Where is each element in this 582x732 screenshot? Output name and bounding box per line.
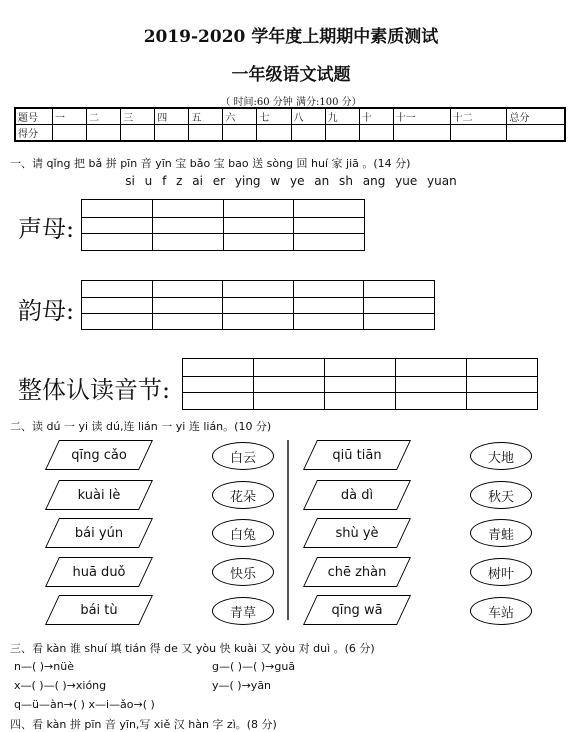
- left-pinyin-card[interactable]: kuài lè: [44, 480, 154, 510]
- score-input[interactable]: [189, 125, 223, 142]
- right-pinyin-card[interactable]: dà dì: [302, 480, 412, 510]
- score-input[interactable]: [53, 125, 87, 142]
- score-input[interactable]: [155, 125, 189, 142]
- left-word-oval[interactable]: 白兔: [212, 519, 274, 547]
- left-word-oval[interactable]: 青草: [212, 597, 274, 625]
- q2-prompt: 二、读 dú 一 yi 读 dú,连 lián 一 yi 连 lián。(10 分): [10, 420, 272, 433]
- right-pinyin-card[interactable]: chē zhàn: [302, 557, 412, 587]
- label-shengmu: 声母:: [18, 215, 75, 243]
- q3-fill-line[interactable]: g—( )—( )→guā: [212, 660, 296, 673]
- label-zhengti: 整体认读音节:: [18, 376, 171, 404]
- score-cell: 六: [223, 108, 257, 125]
- score-cell: 十: [359, 108, 393, 125]
- score-input[interactable]: [291, 125, 325, 142]
- right-word-oval[interactable]: 青蛙: [470, 519, 532, 547]
- shengmu-writing-grid[interactable]: [81, 199, 365, 251]
- score-label: 得分: [15, 125, 53, 142]
- right-word-oval[interactable]: 秋天: [470, 481, 532, 509]
- score-input[interactable]: [325, 125, 359, 142]
- right-word-oval[interactable]: 树叶: [470, 558, 532, 586]
- exam-title: 2019-2020 学年度上期期中素质测试: [143, 27, 439, 47]
- q1-syllables: si u f z ai er ying w ye an sh ang yue yuan: [125, 174, 457, 188]
- left-word-oval[interactable]: 花朵: [212, 481, 274, 509]
- score-cell: 四: [155, 108, 189, 125]
- right-pinyin-card[interactable]: qiū tiān: [302, 440, 412, 470]
- q4-prompt: 四、看 kàn 拼 pīn 音 yīn,写 xiě 汉 hàn 字 zì。(8 分): [10, 718, 277, 731]
- score-input[interactable]: [121, 125, 155, 142]
- score-input[interactable]: [223, 125, 257, 142]
- score-input[interactable]: [450, 125, 507, 142]
- score-cell: 五: [189, 108, 223, 125]
- zhengti-writing-grid[interactable]: [182, 358, 538, 410]
- score-cell: 十二: [450, 108, 507, 125]
- score-value-row: [15, 125, 565, 142]
- q1-prompt: 一、请 qǐng 把 bǎ 拼 pīn 音 yīn 宝 bǎo 宝 bao 送 sòng 回 huí 家 jiā 。(14 分): [10, 157, 411, 170]
- left-pinyin-card[interactable]: bái tù: [44, 595, 154, 625]
- label-yunmu: 韵母:: [18, 297, 75, 325]
- q3-fill-line[interactable]: q—ü—àn→( ) x—i—ǎo→( ): [14, 698, 155, 711]
- score-cell: 十一: [393, 108, 450, 125]
- left-pinyin-card[interactable]: huā duǒ: [44, 557, 154, 587]
- score-input[interactable]: [257, 125, 291, 142]
- score-cell: 一: [53, 108, 87, 125]
- exam-subtitle: 一年级语文试题: [231, 65, 351, 85]
- score-cell: 九: [325, 108, 359, 125]
- score-input[interactable]: [87, 125, 121, 142]
- left-word-oval[interactable]: 快乐: [212, 558, 274, 586]
- score-cell: 总分: [507, 108, 565, 125]
- right-pinyin-card[interactable]: shù yè: [302, 518, 412, 548]
- right-pinyin-card[interactable]: qīng wā: [302, 595, 412, 625]
- score-input[interactable]: [507, 125, 565, 142]
- score-header-row: [15, 108, 565, 125]
- right-word-oval[interactable]: 车站: [470, 597, 532, 625]
- score-cell: 题号: [15, 108, 53, 125]
- column-divider: [287, 440, 289, 620]
- score-cell: 二: [87, 108, 121, 125]
- q3-fill-line[interactable]: n—( )→nüè: [14, 660, 74, 673]
- score-input[interactable]: [359, 125, 393, 142]
- score-table: [14, 107, 566, 142]
- yunmu-writing-grid[interactable]: [81, 280, 435, 330]
- score-cell: 三: [121, 108, 155, 125]
- q3-prompt: 三、看 kàn 谁 shuí 填 tián 得 de 又 yòu 快 kuài 又 yòu 对 duì 。(6 分): [10, 642, 375, 655]
- score-input[interactable]: [393, 125, 450, 142]
- score-cell: 七: [257, 108, 291, 125]
- score-cell: 八: [291, 108, 325, 125]
- q3-fill-line[interactable]: x—( )—( )→xióng: [14, 679, 107, 692]
- time-info: （ 时间:60 分钟 满分:100 分）: [220, 97, 362, 108]
- left-word-oval[interactable]: 白云: [212, 442, 274, 470]
- left-pinyin-card[interactable]: qīng cǎo: [44, 440, 154, 470]
- right-word-oval[interactable]: 大地: [470, 442, 532, 470]
- q3-fill-line[interactable]: y—( )→yān: [212, 679, 272, 692]
- left-pinyin-card[interactable]: bái yún: [44, 518, 154, 548]
